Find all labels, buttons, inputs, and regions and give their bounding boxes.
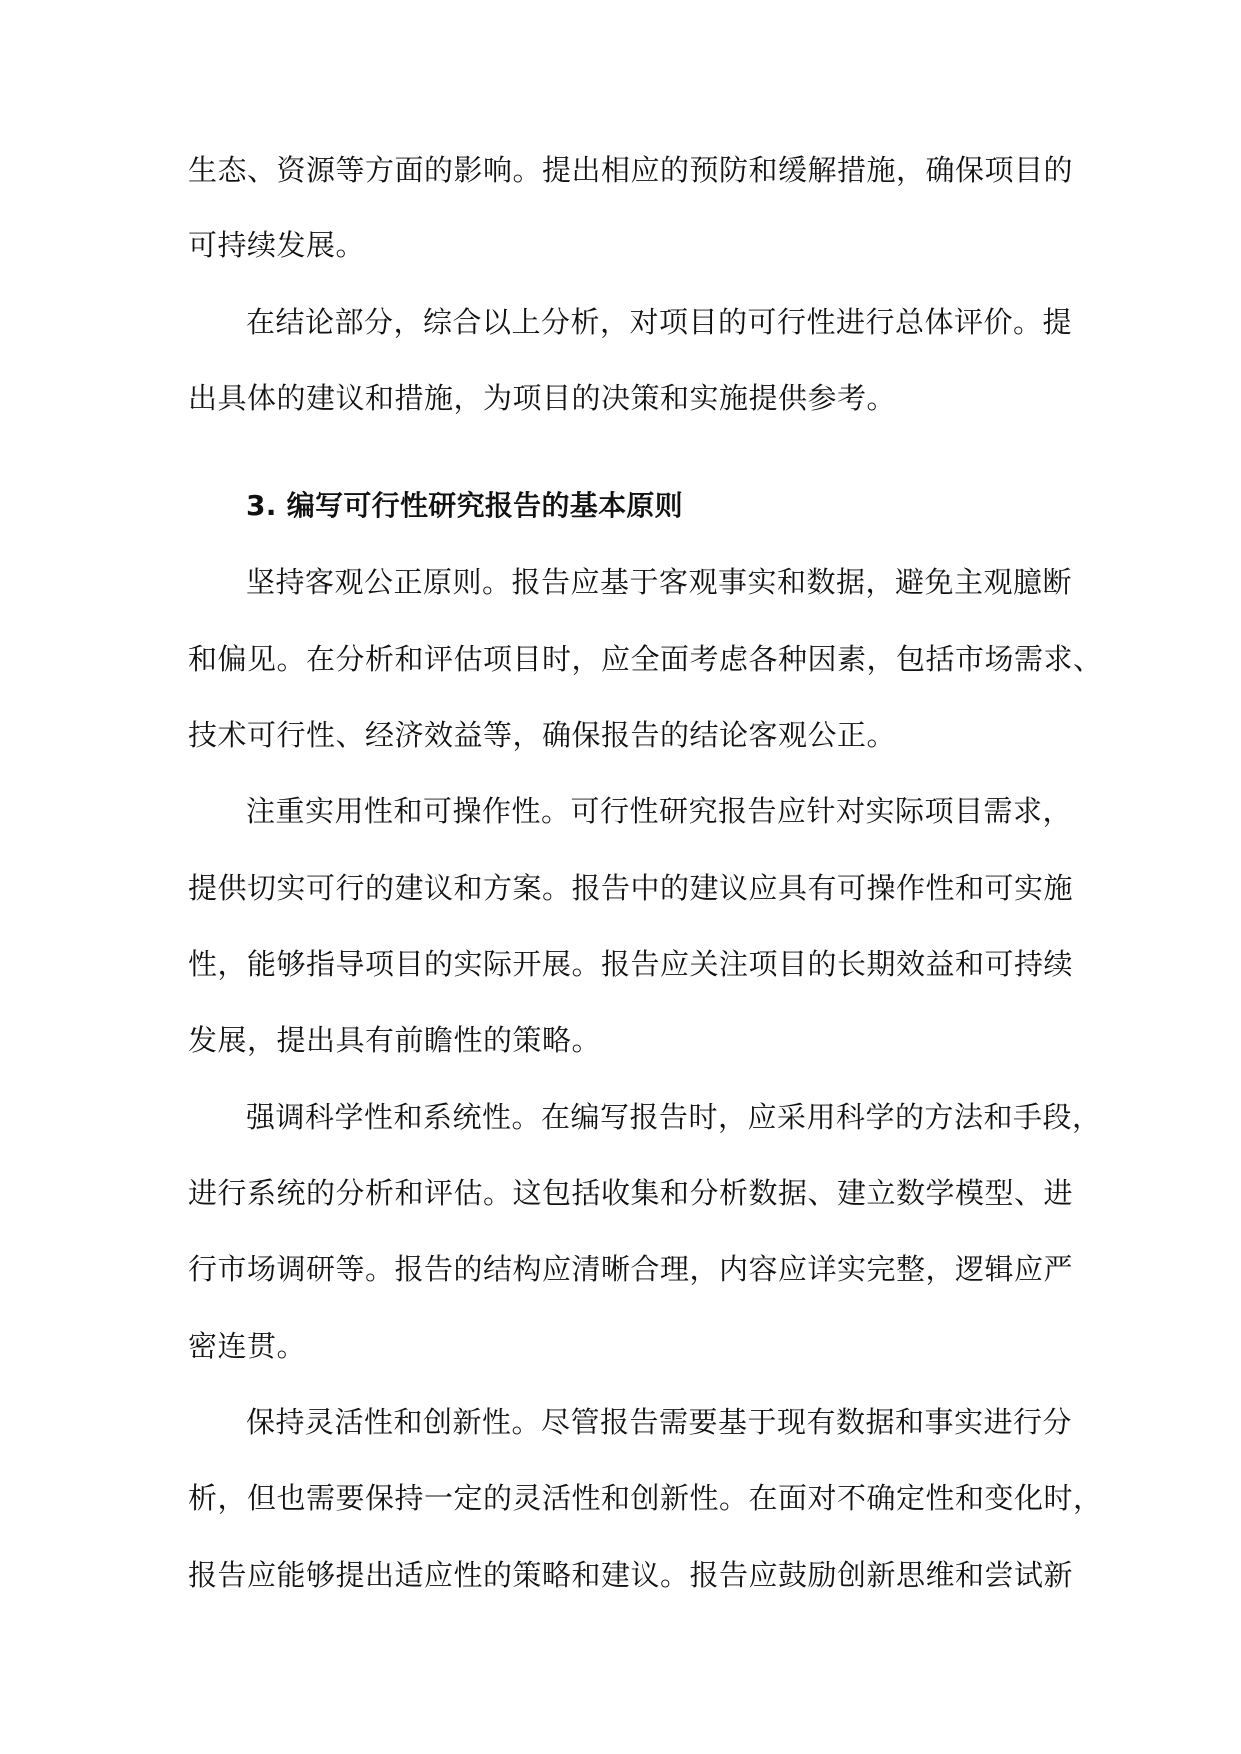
paragraph-first-line: 强调科学性和系统性。在编写报告时，应采用科学的方法和手段，: [246, 1100, 1102, 1134]
paragraph-first-line: 保持灵活性和创新性。尽管报告需要基于现有数据和事实进行分: [246, 1405, 1073, 1439]
body-text-line: 进行系统的分析和评估。这包括收集和分析数据、建立数学模型、进: [188, 1176, 1074, 1210]
body-text-line: 发展，提出具有前瞻性的策略。: [188, 1023, 602, 1057]
paragraph-first-line: 注重实用性和可操作性。可行性研究报告应针对实际项目需求，: [246, 794, 1073, 828]
body-text-line: 和偏见。在分析和评估项目时，应全面考虑各种因素，包括市场需求、: [188, 642, 1103, 676]
body-text-line: 出具体的建议和措施，为项目的决策和实施提供参考。: [188, 381, 897, 415]
paragraph-first-line: 坚持客观公正原则。报告应基于客观事实和数据，避免主观臆断: [246, 565, 1073, 599]
body-text-line: 密连贯。: [188, 1329, 307, 1363]
body-text-line: 报告应能够提出适应性的策略和建议。报告应鼓励创新思维和尝试新: [188, 1558, 1074, 1592]
body-text-line: 行市场调研等。报告的结构应清晰合理，内容应详实完整，逻辑应严: [188, 1252, 1074, 1286]
body-text-line: 析，但也需要保持一定的灵活性和创新性。在面对不确定性和变化时，: [188, 1481, 1103, 1515]
paragraph-first-line: 在结论部分，综合以上分析，对项目的可行性进行总体评价。提: [246, 305, 1073, 339]
body-text-line: 生态、资源等方面的影响。提出相应的预防和缓解措施，确保项目的: [188, 153, 1074, 187]
body-text-line: 提供切实可行的建议和方案。报告中的建议应具有可操作性和可实施: [188, 871, 1074, 905]
body-text-line: 可持续发展。: [188, 228, 366, 262]
section-heading: 3. 编写可行性研究报告的基本原则: [246, 489, 683, 522]
body-text-line: 技术可行性、经济效益等，确保报告的结论客观公正。: [188, 718, 897, 752]
body-text-line: 性，能够指导项目的实际开展。报告应关注项目的长期效益和可持续: [188, 947, 1074, 981]
